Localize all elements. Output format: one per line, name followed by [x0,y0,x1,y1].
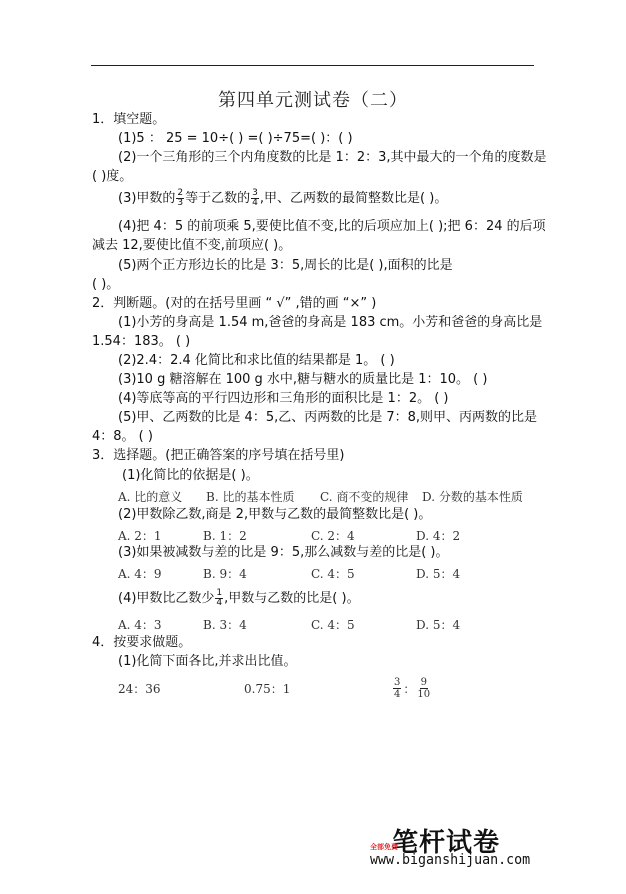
q3-text-mid: 等于乙数的 [185,191,251,206]
s3-question-3: (3)如果被减数与差的比是 9：5,那么减数与差的比是( )。 [118,545,449,560]
s3-q4-option-a: A. 4：3 [118,618,162,632]
watermark-brand: 笔杆试卷 [392,828,501,858]
fraction [393,677,401,700]
numerator: 3 [252,188,258,198]
s2-question-1-line2: 1.54：183。 ( ) [92,334,191,349]
section-1-heading: 1．填空题。 [92,112,166,127]
numerator: 3 [394,677,401,688]
denominator: 4 [394,689,401,700]
fraction [176,189,184,208]
watermark-tag: 全部免费 [370,843,398,851]
ratio-separator: ： [403,682,416,696]
s3-q3-option-a: A. 4：9 [118,567,162,581]
q4-text-post: ,甲数与乙数的比是( )。 [224,591,360,606]
s3-q2-option-c: C. 2：4 [311,529,355,543]
s1-question-1: (1)5 ： 25 = 10÷( ) =( )÷75=( )：( ) [118,131,353,146]
fraction [215,589,223,608]
fraction [417,677,430,700]
watermark-url: www.biganshijuan.com [370,852,531,868]
s3-q3-option-c: C. 4：5 [311,567,355,581]
denominator: 4 [216,598,223,608]
s1-question-5-line2: ( )。 [92,277,120,292]
s4-question-1: (1)化简下面各比,并求出比值。 [118,654,297,669]
s1-question-4-line1: (4)把 4：5 的前项乘 5,要使比值不变,比的后项应加上( );把 6：24 的后项 [118,219,546,234]
s2-question-2: (2)2.4：2.4 化简比和求比值的结果都是 1。 ( ) [118,353,395,368]
s3-question-2: (2)甲数除乙数,商是 2,甲数与乙数的最简整数比是( )。 [118,507,432,522]
s4-item-c [392,677,431,700]
s3-q1-option-b: B. 比的基本性质 [206,490,295,504]
s1-question-4-line2: 减去 12,要使比值不变,前项应( )。 [92,238,292,253]
s3-q1-option-d: D. 分数的基本性质 [422,490,523,504]
denominator: 4 [252,198,258,208]
s2-question-4: (4)等底等高的平行四边形和三角形的面积比是 1：2。 ( ) [118,391,449,406]
q3-text-post: ,甲、乙两数的最简整数比是( )。 [259,191,448,206]
s3-q3-option-b: B. 9：4 [203,567,247,581]
s2-question-3: (3)10 g 糖溶解在 100 g 水中,糖与糖水的质量比是 1：10。 ( ) [118,372,488,387]
numerator: 9 [420,677,427,688]
s4-item-a: 24：36 [118,682,161,696]
numerator: 2 [177,188,184,198]
s1-question-2-line2: ( )度。 [92,169,133,184]
s3-q3-option-d: D. 5：4 [416,567,461,581]
q4-text-pre: (4)甲数比乙数少 [118,591,215,606]
page-title: 第四单元测试卷（二） [218,90,408,111]
s3-q2-option-a: A. 2：1 [118,529,162,543]
section-4-heading: 4．按要求做题。 [92,635,192,650]
s3-question-1: (1)化简比的依据是( )。 [122,468,259,483]
section-2-heading: 2．判断题。(对的在括号里画 “ √” ,错的画 “×” ) [92,296,377,311]
fraction [251,189,259,208]
s1-question-3 [118,189,447,208]
denominator: 3 [177,198,184,208]
numerator: 1 [216,588,223,598]
s3-q2-option-b: B. 1：2 [203,529,247,543]
s3-q4-option-c: C. 4：5 [311,618,355,632]
section-3-heading: 3．选择题。(把正确答案的序号填在括号里) [92,448,345,463]
s3-question-4 [118,589,360,608]
denominator: 10 [417,689,431,700]
s3-q1-option-c: C. 商不变的规律 [320,490,409,504]
s3-q1-option-a: A. 比的意义 [118,490,183,504]
s3-q4-option-b: B. 3：4 [203,618,247,632]
s1-question-2-line1: (2)一个三角形的三个内角度数的比是 1：2：3,其中最大的一个角的度数是 [118,150,547,165]
header-rule [91,65,534,66]
s3-q2-option-d: D. 4：2 [416,529,461,543]
s4-item-b: 0.75：1 [244,682,291,696]
s2-question-1-line1: (1)小芳的身高是 1.54 m,爸爸的身高是 183 cm。小芳和爸爸的身高比是 [118,315,543,330]
s3-q4-option-d: D. 5：4 [416,618,461,632]
s1-question-5-line1: (5)两个正方形边长的比是 3：5,周长的比是( ),面积的比是 [118,258,453,273]
s2-question-5-line1: (5)甲、乙两数的比是 4：5,乙、丙两数的比是 7：8,则甲、丙两数的比是 [118,410,538,425]
s2-question-5-line2: 4：8。 ( ) [92,429,153,444]
q3-text-pre: (3)甲数的 [118,191,176,206]
